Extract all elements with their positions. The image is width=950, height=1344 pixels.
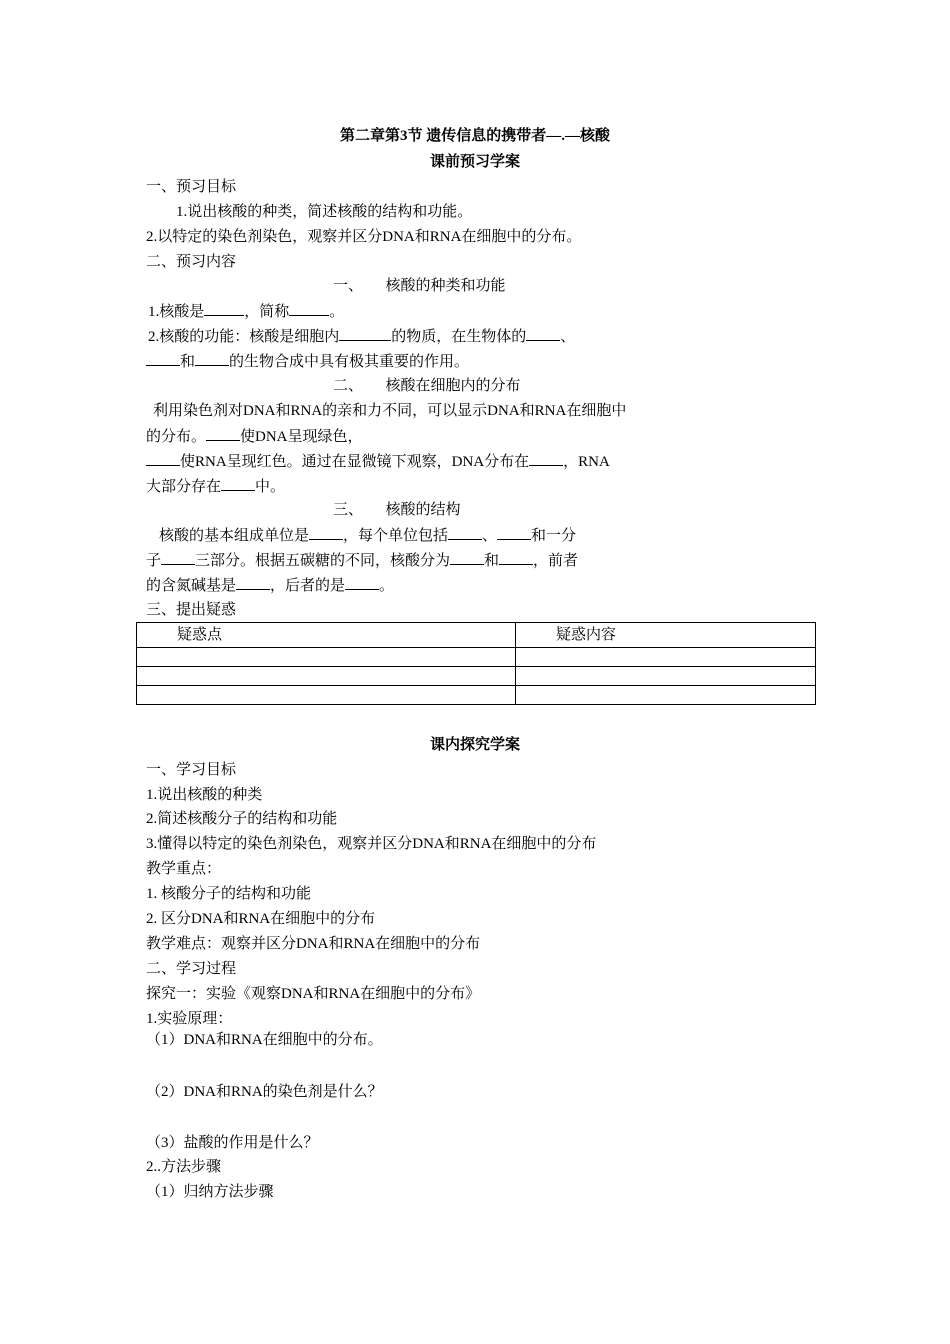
questions-table [136, 622, 816, 705]
table-cell [137, 648, 516, 667]
heading-learning-process: 二、学习过程 [146, 961, 237, 977]
method-heading: 2..方法步骤 [146, 1159, 222, 1175]
page-title: 第二章第3节 遗传信息的携带者—.—核酸 [339, 128, 610, 144]
key-point-2: 2. 区分DNA和RNA在细胞中的分布 [146, 911, 376, 927]
para-distribution-3: 使RNA呈现红色。通过在显微镜下观察，DNA分布在 ，RNA [146, 451, 610, 472]
para-structure-2: 子 三部分。根据五碳糖的不同，核酸分为 和 ，前者 [146, 550, 578, 571]
table-row [137, 648, 816, 667]
learning-goal-3: 3.懂得以特定的染色剂染色，观察并区分DNA和RNA在细胞中的分布 [146, 836, 597, 852]
table-cell [516, 686, 816, 705]
para-structure-3: 的含氮碱基是 ，后者的是 。 [146, 575, 394, 596]
key-points-heading: 教学重点： [146, 861, 222, 877]
subheading-distribution: 二、 核酸在细胞内的分布 [333, 378, 521, 394]
learning-goal-2: 2.简述核酸分子的结构和功能 [146, 811, 338, 827]
method-step-1: （1）归纳方法步骤 [146, 1184, 274, 1200]
para-distribution-1: 利用染色剂对DNA和RNA的亲和力不同，可以显示DNA和RNA在细胞中 [153, 403, 627, 419]
table-cell [516, 648, 816, 667]
difficult-point: 教学难点：观察并区分DNA和RNA在细胞中的分布 [146, 936, 481, 952]
heading-questions: 三、提出疑惑 [146, 602, 237, 618]
principle-2: （2）DNA和RNA的染色剂是什么？ [146, 1084, 383, 1100]
goal-2: 2.以特定的染色剂染色，观察并区分DNA和RNA在细胞中的分布。 [146, 229, 582, 245]
principle-1: （1）DNA和RNA在细胞中的分布。 [146, 1032, 383, 1048]
learning-goal-1: 1.说出核酸的种类 [146, 787, 263, 803]
para-structure-1: 核酸的基本组成单位是 ，每个单位包括 、 和一分 [159, 525, 576, 546]
table-row [137, 667, 816, 686]
table-cell [137, 686, 516, 705]
principle-3: （3）盐酸的作用是什么？ [146, 1135, 319, 1151]
table-header-row [137, 623, 816, 648]
table-row [137, 686, 816, 705]
fill-line-3: 和 的生物合成中具有极其重要的作用。 [146, 351, 469, 372]
heading-preview-goals: 一、预习目标 [146, 179, 237, 195]
subheading-types-functions: 一、 核酸的种类和功能 [333, 278, 506, 294]
fill-line-1: 1.核酸是 ，简称 。 [148, 301, 344, 322]
table-cell [516, 667, 816, 686]
section-title-inclass: 课内探究学案 [429, 737, 520, 753]
table-cell [137, 667, 516, 686]
heading-learning-goals: 一、学习目标 [146, 762, 237, 778]
key-point-1: 1. 核酸分子的结构和功能 [146, 886, 312, 902]
fill-line-2: 2.核酸的功能：核酸是细胞内 的物质，在生物体的 、 [148, 326, 575, 347]
goal-1: 1.说出核酸的种类，简述核酸的结构和功能。 [176, 204, 473, 220]
table-header-point: 疑惑点 [137, 623, 516, 648]
subheading-structure: 三、 核酸的结构 [333, 502, 461, 518]
para-distribution-4: 大部分存在 中。 [146, 476, 285, 497]
table-header-content: 疑惑内容 [516, 623, 816, 648]
exploration-1: 探究一：实验《观察DNA和RNA在细胞中的分布》 [146, 986, 481, 1002]
heading-preview-content: 二、预习内容 [146, 254, 237, 270]
principle-heading: 1.实验原理： [146, 1011, 233, 1027]
para-distribution-2: 的分布。 使DNA呈现绿色， [146, 426, 363, 447]
section-title-preview: 课前预习学案 [429, 154, 520, 170]
